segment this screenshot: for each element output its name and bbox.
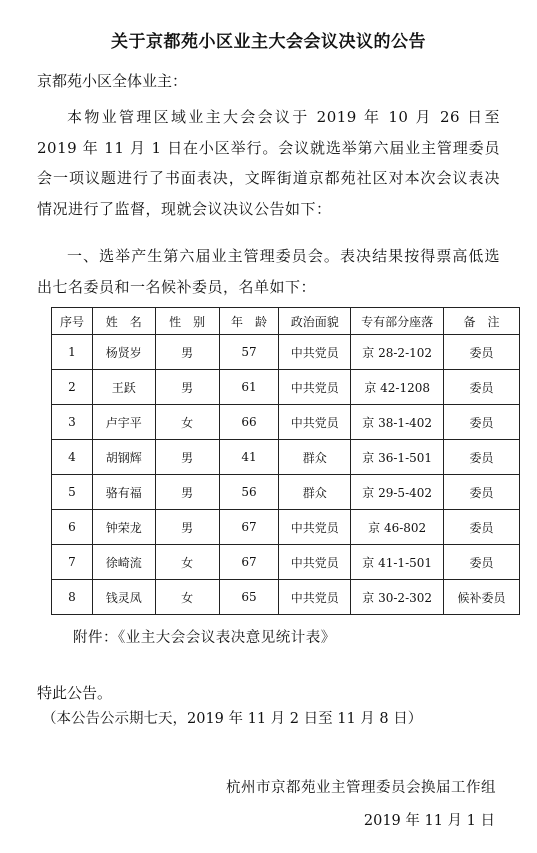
cell-gender: 女 — [155, 545, 219, 580]
table-row — [52, 475, 520, 510]
cell-property-location: 京 42-1208 — [351, 370, 444, 405]
cell-remarks: 委员 — [444, 335, 520, 370]
cell-remarks: 候补委员 — [444, 580, 520, 615]
cell-political-status: 中共党员 — [279, 545, 351, 580]
cell-name: 卢宇平 — [92, 405, 155, 440]
salutation: 京都苑小区全体业主： — [37, 72, 188, 90]
header-remarks: 备 注 — [444, 308, 520, 335]
cell-political-status: 中共党员 — [279, 335, 351, 370]
cell-age: 57 — [219, 335, 279, 370]
cell-age: 61 — [219, 370, 279, 405]
page-title: 关于京都苑小区业主大会会议决议的公告 — [111, 32, 426, 52]
cell-gender: 男 — [155, 370, 219, 405]
cell-age: 65 — [219, 580, 279, 615]
table-header-row — [52, 308, 520, 335]
cell-property-location: 京 28-2-102 — [351, 335, 444, 370]
header-political-status: 政治面貌 — [279, 308, 351, 335]
table-row — [52, 545, 520, 580]
header-age: 年 龄 — [219, 308, 279, 335]
cell-index: 4 — [52, 440, 93, 475]
notice-period: （本公告公示期七天，2019 年 11 月 2 日至 11 月 8 日） — [42, 711, 423, 727]
cell-name: 徐崎流 — [92, 545, 155, 580]
cell-age: 66 — [219, 405, 279, 440]
header-index: 序号 — [52, 308, 93, 335]
cell-property-location: 京 46-802 — [351, 510, 444, 545]
cell-gender: 女 — [155, 580, 219, 615]
meeting-paragraph: 本物业管理区域业主大会会议于 2019 年 10 月 26 日至 2019 年 11 月 1 日在小区举行。会议就选举第六届业主管理委员会一项议题进行了书面表决，文晖街道京都苑社区对本次会议表决情况进行了监督，现就会议决议公告如下： — [37, 108, 500, 218]
table-row — [52, 335, 520, 370]
signature-date: 2019 年 11 月 1 日 — [363, 813, 495, 829]
cell-gender: 男 — [155, 475, 219, 510]
cell-gender: 男 — [155, 440, 219, 475]
cell-political-status: 群众 — [279, 440, 351, 475]
cell-age: 56 — [219, 475, 279, 510]
cell-political-status: 中共党员 — [279, 405, 351, 440]
cell-remarks: 委员 — [444, 545, 520, 580]
cell-age: 41 — [219, 440, 279, 475]
cell-index: 7 — [52, 545, 93, 580]
table-row — [52, 370, 520, 405]
table-row — [52, 405, 520, 440]
cell-property-location: 京 38-1-402 — [351, 405, 444, 440]
cell-property-location: 京 41-1-501 — [351, 545, 444, 580]
header-property-location: 专有部分座落 — [351, 308, 444, 335]
cell-property-location: 京 36-1-501 — [351, 440, 444, 475]
cell-index: 3 — [52, 405, 93, 440]
cell-index: 1 — [52, 335, 93, 370]
committee-member-table — [51, 307, 520, 615]
cell-index: 5 — [52, 475, 93, 510]
cell-remarks: 委员 — [444, 370, 520, 405]
cell-political-status: 群众 — [279, 475, 351, 510]
cell-gender: 女 — [155, 405, 219, 440]
cell-gender: 男 — [155, 335, 219, 370]
header-name: 姓 名 — [92, 308, 155, 335]
table-row — [52, 580, 520, 615]
attachment-note: 附件：《业主大会会议表决意见统计表》 — [73, 630, 336, 646]
cell-remarks: 委员 — [444, 510, 520, 545]
cell-remarks: 委员 — [444, 440, 520, 475]
cell-name: 钱灵凤 — [92, 580, 155, 615]
cell-political-status: 中共党员 — [279, 580, 351, 615]
cell-index: 2 — [52, 370, 93, 405]
cell-age: 67 — [219, 510, 279, 545]
cell-name: 王跃 — [92, 370, 155, 405]
cell-index: 6 — [52, 510, 93, 545]
cell-political-status: 中共党员 — [279, 510, 351, 545]
cell-age: 67 — [219, 545, 279, 580]
header-gender: 性 别 — [155, 308, 219, 335]
cell-name: 杨贤岁 — [92, 335, 155, 370]
cell-name: 胡钢辉 — [92, 440, 155, 475]
table-row — [52, 510, 520, 545]
table-row — [52, 440, 520, 475]
cell-property-location: 京 29-5-402 — [351, 475, 444, 510]
signer: 杭州市京都苑业主管理委员会换届工作组 — [226, 780, 496, 796]
closing-phrase: 特此公告。 — [37, 684, 113, 702]
election-paragraph: 一、选举产生第六届业主管理委员会。表决结果按得票高低选出七名委员和一名候补委员，名单如下： — [37, 247, 500, 296]
cell-name: 骆有福 — [92, 475, 155, 510]
cell-remarks: 委员 — [444, 475, 520, 510]
cell-property-location: 京 30-2-302 — [351, 580, 444, 615]
cell-political-status: 中共党员 — [279, 370, 351, 405]
cell-name: 钟荣龙 — [92, 510, 155, 545]
cell-index: 8 — [52, 580, 93, 615]
cell-gender: 男 — [155, 510, 219, 545]
cell-remarks: 委员 — [444, 405, 520, 440]
